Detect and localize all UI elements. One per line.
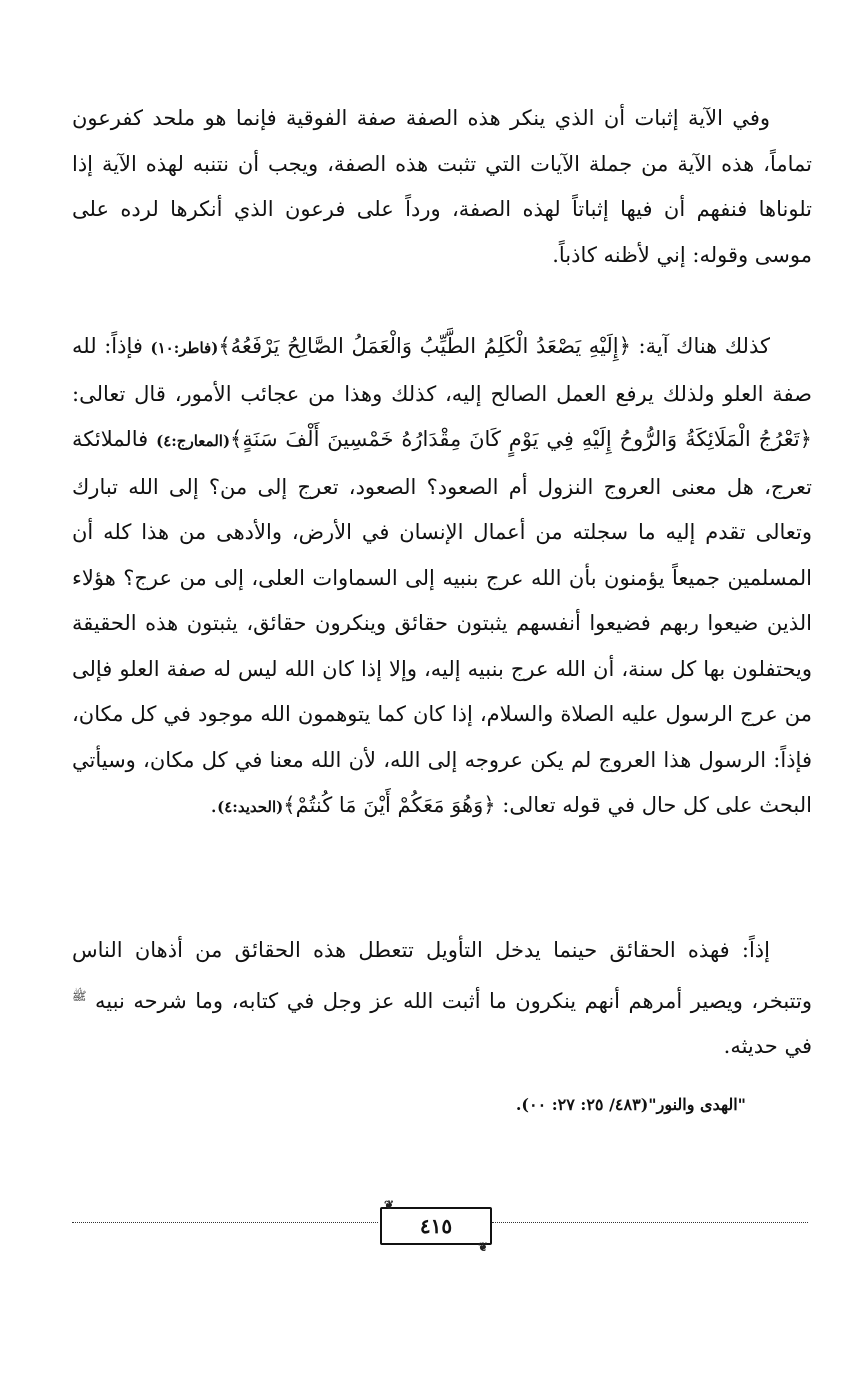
paragraph-2-lead: كذلك هناك آية: xyxy=(630,334,770,358)
footer-rule-left xyxy=(72,1222,378,1223)
page-number-frame xyxy=(380,1198,492,1254)
paragraph-2-end: . xyxy=(210,793,218,817)
paragraph-2 xyxy=(72,324,812,831)
quran-verse-fatir: ﴿إِلَيْهِ يَصْعَدُ الْكَلِمُ الطَّيِّبُ وَالْعَمَلُ الصَّالِحُ يَرْفَعُهُ﴾ xyxy=(218,334,631,358)
footer-rule-right xyxy=(492,1222,808,1223)
salutation-glyph: ﷺ xyxy=(72,988,87,1003)
paragraph-1 xyxy=(72,96,812,278)
paragraph-3 xyxy=(72,928,812,1070)
paragraph-2-body: فالملائكة تعرج، هل معنى العروج النزول أم الصعود؟ الصعود، تعرج إلى من؟ إلى الله تبارك وتعالى تقدم إليه ما سجلته من أعمال الإنسان في الأرض، والأدهى من هذا كله أن المسلمين جميعاً يؤمنون بأن الله عرج بنبيه إلى السماوات العلى، إلى من عرج؟ هؤلاء الذين ضيعوا ربهم فضيعوا أنفسهم يثبتون حقائق وينكرون حقائق، يثبتون هذه الحقيقة ويحتفلون بها كل سنة، أن الله عرج بنبيه إليه، وإلا إذا كان الله ليس له صفة العلو فإلى من عرج الرسول عليه الصلاة والسلام، إذا كان كما يتوهمون الله موجود في كل مكان، فإذاً: الرسول هذا العروج لم يكن عروجه إلى الله، لأن الله معنا في كل مكان، وسيأتي البحث على كل حال في قوله تعالى: xyxy=(72,427,812,817)
ornament-icon: ❦ xyxy=(384,1198,395,1212)
source-citation: "الهدى والنور"(٤٨٣/ ٢٥: ٢٧: ٠٠). xyxy=(515,1095,746,1114)
page-number: ٤١٥ xyxy=(419,1214,453,1238)
quran-verse-maarij: ﴿تَعْرُجُ الْمَلَائِكَةُ وَالرُّوحُ إِلَيْهِ فِي يَوْمٍ كَانَ مِقْدَارُهُ خَمْسِينَ أَلْفَ سَنَةٍ﴾ xyxy=(230,427,812,451)
paragraph-3-text: إذاً: فهذه الحقائق حينما يدخل التأويل تتعطل هذه الحقائق من أذهان الناس وتتبخر، ويصير أمرهم أنهم ينكرون ما أثبت الله عز وجل في كتابه، وما شرحه نبيه xyxy=(72,938,812,1013)
paragraph-3-end: في حديثه. xyxy=(723,1034,812,1058)
ornament-icon: ❦ xyxy=(477,1240,488,1254)
verse-reference-maarij: (المعارج:٤) xyxy=(156,432,231,450)
verse-reference-hadid: (الحديد:٤) xyxy=(217,798,284,816)
paragraph-1-text: وفي الآية إثبات أن الذي ينكر هذه الصفة صفة الفوقية فإنما هو ملحد كفرعون تماماً، هذه الآية من جملة الآيات التي تثبت هذه الصفة، ويجب أن نتنبه لهذه الآية إذا تلوناها فنفهم أن فيها إثباتاً لهذه الصفة، ورداً على فرعون الذي أنكرها لرده على موسى وقوله: إني لأظنه كاذباً. xyxy=(72,106,812,267)
verse-reference-fatir: (فاطر:١٠) xyxy=(150,339,219,357)
paragraph-2-middle: فإذاً: لله صفة العلو ولذلك يرفع العمل الصالح إليه، كذلك وهذا من عجائب الأمور، قال تعالى: xyxy=(72,334,812,406)
quran-verse-hadid: ﴿وَهُوَ مَعَكُمْ أَيْنَ مَا كُنتُمْ﴾ xyxy=(283,793,496,817)
